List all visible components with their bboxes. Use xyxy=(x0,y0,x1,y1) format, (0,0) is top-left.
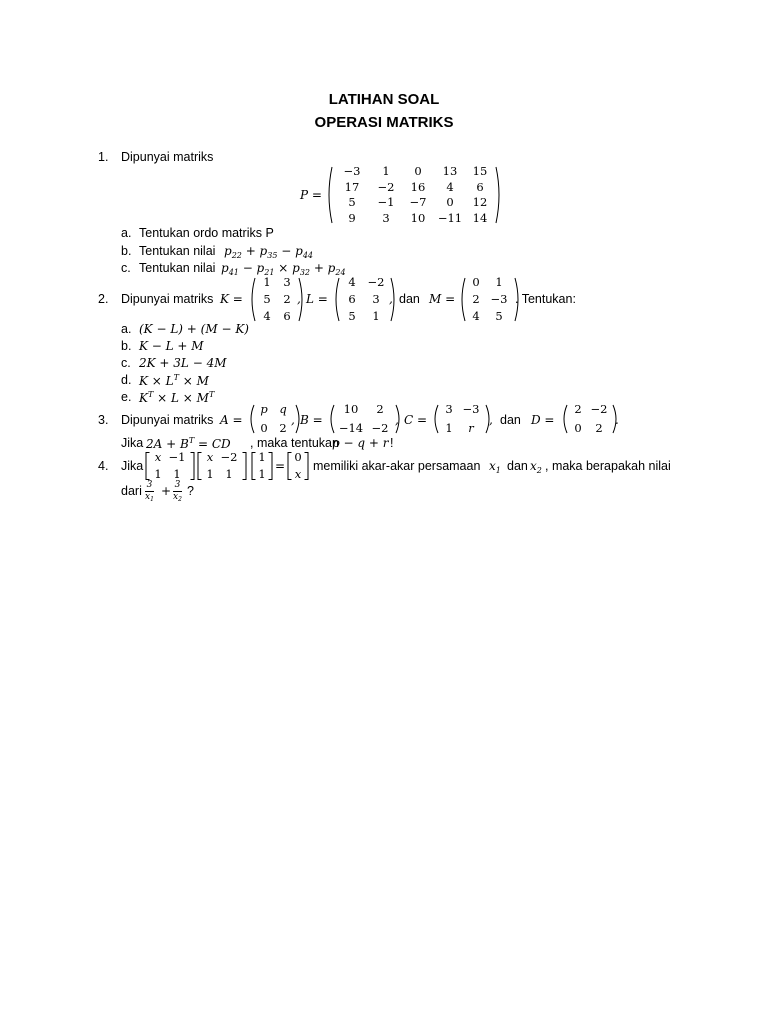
q4-x1: $x_1$ xyxy=(489,459,501,475)
matrix-K-entries xyxy=(256,277,298,322)
q2-comma-1: , xyxy=(297,292,301,306)
q3-period: . xyxy=(615,413,619,427)
q3-equation: $2A + B^T$ = CD xyxy=(146,436,231,451)
matrix-entry: 5 xyxy=(263,291,271,306)
matrix-entry: 2 xyxy=(283,291,291,306)
matrix-entry: 0 xyxy=(260,420,268,435)
q2-tentukan: . Tentukan: xyxy=(515,292,576,306)
matrix-P-right-bracket xyxy=(495,166,502,224)
matrix-entry: −1 xyxy=(168,450,186,464)
matrix-entry: 4 xyxy=(263,308,271,323)
matrix-entry: 3 xyxy=(445,402,453,416)
matrix-entry: 1 xyxy=(258,466,266,481)
matrix-entry: x xyxy=(154,450,162,464)
matrix-B-entries xyxy=(335,404,395,434)
q4-equals: = xyxy=(275,459,286,473)
matrix-entry: 2 xyxy=(574,402,582,416)
matrix-entry: 1 xyxy=(445,420,453,435)
matrix-entry: 6 xyxy=(476,179,484,194)
vector-q4-result-right-bracket xyxy=(304,452,309,480)
matrix-entry: x xyxy=(206,450,214,464)
matrix-entry: −2 xyxy=(590,402,608,416)
q2-intro: Dipunyai matriks xyxy=(121,292,214,306)
matrix-P-entries xyxy=(333,166,495,224)
matrix-entry: 3 xyxy=(382,210,390,225)
vector-q4-ones-right-bracket xyxy=(268,452,273,480)
matrix-entry: r xyxy=(468,420,474,435)
matrix-P xyxy=(326,166,502,224)
q1-c-label: c. xyxy=(121,261,131,275)
matrix-entry: 9 xyxy=(348,210,356,225)
matrix-entry: 0 xyxy=(294,450,302,464)
matrix-D xyxy=(561,404,619,434)
matrix-A-entries xyxy=(255,404,295,434)
matrix-entry: −1 xyxy=(377,195,395,209)
matrix-q4-second xyxy=(197,452,247,480)
matrix-entry: −2 xyxy=(377,179,395,194)
q1-matrix-label: P = xyxy=(300,188,322,202)
matrix-entry: 13 xyxy=(442,164,458,178)
q1-c-expression: $p_{41} - p_{21} \times p_{32} + p_{24}$ xyxy=(221,261,346,277)
q3-target: p − q + r xyxy=(332,436,389,450)
matrix-entry: 1 xyxy=(206,466,214,481)
matrix-entry: 17 xyxy=(344,179,360,194)
q3-A-label: A = xyxy=(220,413,243,427)
matrix-entry: −2 xyxy=(220,450,238,464)
matrix-entry: 1 xyxy=(263,275,271,289)
q4-fraction-2: 3 $x_2$ xyxy=(173,480,182,503)
matrix-entry: 0 xyxy=(414,164,422,178)
q2-a-label: a. xyxy=(121,322,132,336)
q4-jika: Jika xyxy=(121,459,144,473)
matrix-M xyxy=(459,277,521,322)
q3-B-label: B = xyxy=(300,413,323,427)
q1-a-label: a. xyxy=(121,226,132,240)
q4-x2: $x_2$ xyxy=(530,459,542,475)
q4-dan: dan xyxy=(507,459,528,473)
matrix-q4-second-left-bracket xyxy=(197,452,202,480)
matrix-entry: 2 xyxy=(376,402,384,416)
q1-a-text: Tentukan ordo matriks P xyxy=(139,226,274,240)
matrix-C-left-bracket xyxy=(432,404,439,434)
matrix-q4-second-right-bracket xyxy=(242,452,247,480)
matrix-entry: −2 xyxy=(367,275,385,289)
matrix-B xyxy=(328,404,402,434)
matrix-entry: 5 xyxy=(348,195,356,209)
matrix-entry: −14 xyxy=(338,420,364,435)
matrix-entry: 6 xyxy=(283,308,291,323)
q1-number: 1. xyxy=(98,150,109,164)
q4-plus: + xyxy=(161,484,172,498)
matrix-q4-first-right-bracket xyxy=(190,452,195,480)
matrix-entry: 5 xyxy=(495,308,503,323)
vector-q4-ones-left-bracket xyxy=(251,452,256,480)
matrix-q4-first-left-bracket xyxy=(145,452,150,480)
q1-c-text: Tentukan nilai xyxy=(139,261,216,275)
matrix-entry: −2 xyxy=(371,420,389,435)
matrix-entry: 4 xyxy=(472,308,480,323)
q1-b-expression: $p_{22} + p_{35} - p_{44}$ xyxy=(224,244,313,260)
matrix-B-left-bracket xyxy=(328,404,335,434)
matrix-entry: 1 xyxy=(173,466,181,481)
matrix-entry: 3 xyxy=(372,291,380,306)
vector-q4-result xyxy=(287,452,309,480)
matrix-D-entries xyxy=(568,404,612,434)
matrix-entry: 0 xyxy=(574,420,582,435)
q3-D-label: D = xyxy=(531,413,555,427)
matrix-L xyxy=(333,277,397,322)
title-line-2: OPERASI MATRIKS xyxy=(314,114,454,131)
matrix-A-left-bracket xyxy=(248,404,255,434)
matrix-C-entries xyxy=(439,404,485,434)
q3-comma-2: , xyxy=(395,413,399,427)
q2-number: 2. xyxy=(98,292,109,306)
q3-C-label: C = xyxy=(404,413,428,427)
q4-fraction-1: 3 $x_1$ xyxy=(145,480,154,503)
matrix-entry: 1 xyxy=(225,466,233,481)
matrix-entry: −11 xyxy=(437,210,463,225)
matrix-entry: p xyxy=(260,402,268,416)
matrix-entry: 2 xyxy=(472,291,480,306)
matrix-D-left-bracket xyxy=(561,404,568,434)
matrix-entry: 0 xyxy=(446,195,454,209)
matrix-P-left-bracket xyxy=(326,166,333,224)
q2-d-expression: $K \times L^T \times M$ xyxy=(139,373,209,388)
q4-text-1: memiliki akar-akar persamaan xyxy=(313,459,481,473)
matrix-q4-second-entries xyxy=(202,452,242,480)
matrix-entry: −7 xyxy=(409,195,427,209)
matrix-entry: −3 xyxy=(343,164,361,178)
matrix-C xyxy=(432,404,492,434)
q3-jika: Jika xyxy=(121,436,144,450)
q3-dan: dan xyxy=(500,413,521,427)
matrix-entry: 6 xyxy=(348,291,356,306)
matrix-entry: 2 xyxy=(279,420,287,435)
q3-comma-3: , xyxy=(489,413,493,427)
matrix-entry: 14 xyxy=(472,210,488,225)
q3-maka: , maka tentukan xyxy=(250,436,339,450)
matrix-entry: 16 xyxy=(410,179,426,194)
q2-comma-2: , xyxy=(389,292,393,306)
vector-q4-ones xyxy=(251,452,273,480)
q2-c-label: c. xyxy=(121,356,131,370)
q2-e-label: e. xyxy=(121,390,132,404)
matrix-entry: 1 xyxy=(382,164,390,178)
q2-dan: dan xyxy=(399,292,420,306)
q3-intro: Dipunyai matriks xyxy=(121,413,214,427)
q2-b-label: b. xyxy=(121,339,132,353)
matrix-L-entries xyxy=(340,277,390,322)
matrix-entry: 4 xyxy=(446,179,454,194)
q4-number: 4. xyxy=(98,459,109,473)
matrix-L-left-bracket xyxy=(333,277,340,322)
q4-text-2: , maka berapakah nilai xyxy=(545,459,671,473)
matrix-entry: x xyxy=(294,466,302,481)
matrix-entry: 10 xyxy=(410,210,426,225)
q2-b-expression: K − L + M xyxy=(139,339,204,353)
q4-dari: dari xyxy=(121,484,142,498)
matrix-entry: 12 xyxy=(472,195,488,209)
matrix-entry: 10 xyxy=(343,402,359,416)
matrix-entry: 2 xyxy=(595,420,603,435)
q2-K-label: K = xyxy=(220,292,243,306)
q3-comma-1: , xyxy=(291,413,295,427)
matrix-q4-first-entries xyxy=(150,452,190,480)
matrix-entry: 5 xyxy=(348,308,356,323)
q1-b-text: Tentukan nilai xyxy=(139,244,216,258)
q4-question-mark: ? xyxy=(187,484,194,498)
matrix-K-left-bracket xyxy=(249,277,256,322)
matrix-entry: −3 xyxy=(462,402,480,416)
q2-d-label: d. xyxy=(121,373,132,387)
q3-exclaim: ! xyxy=(390,436,394,450)
matrix-M-entries xyxy=(466,277,514,322)
q2-L-label: L = xyxy=(306,292,328,306)
q1-intro: Dipunyai matriks xyxy=(121,150,214,164)
vector-q4-ones-entries xyxy=(256,452,268,480)
q2-a-expression: (K − L) + (M − K) xyxy=(139,322,249,336)
vector-q4-result-entries xyxy=(292,452,304,480)
title-line-1: LATIHAN SOAL xyxy=(328,91,440,108)
q1-b-label: b. xyxy=(121,244,132,258)
matrix-entry: 15 xyxy=(472,164,488,178)
q2-M-label: M = xyxy=(429,292,456,306)
vector-q4-result-left-bracket xyxy=(287,452,292,480)
matrix-entry: 3 xyxy=(283,275,291,289)
q2-c-expression: 2K + 3L − 4M xyxy=(139,356,227,370)
q3-number: 3. xyxy=(98,413,109,427)
matrix-entry: 1 xyxy=(258,450,266,464)
matrix-entry: −3 xyxy=(490,291,508,306)
matrix-entry: 1 xyxy=(495,275,503,289)
q2-e-expression: $K^T \times L \times M^T$ xyxy=(139,390,215,405)
matrix-M-left-bracket xyxy=(459,277,466,322)
matrix-q4-first xyxy=(145,452,195,480)
matrix-entry: 1 xyxy=(372,308,380,323)
matrix-entry: 4 xyxy=(348,275,356,289)
matrix-entry: 1 xyxy=(154,466,162,481)
matrix-entry: 0 xyxy=(472,275,480,289)
matrix-entry: q xyxy=(279,402,287,416)
